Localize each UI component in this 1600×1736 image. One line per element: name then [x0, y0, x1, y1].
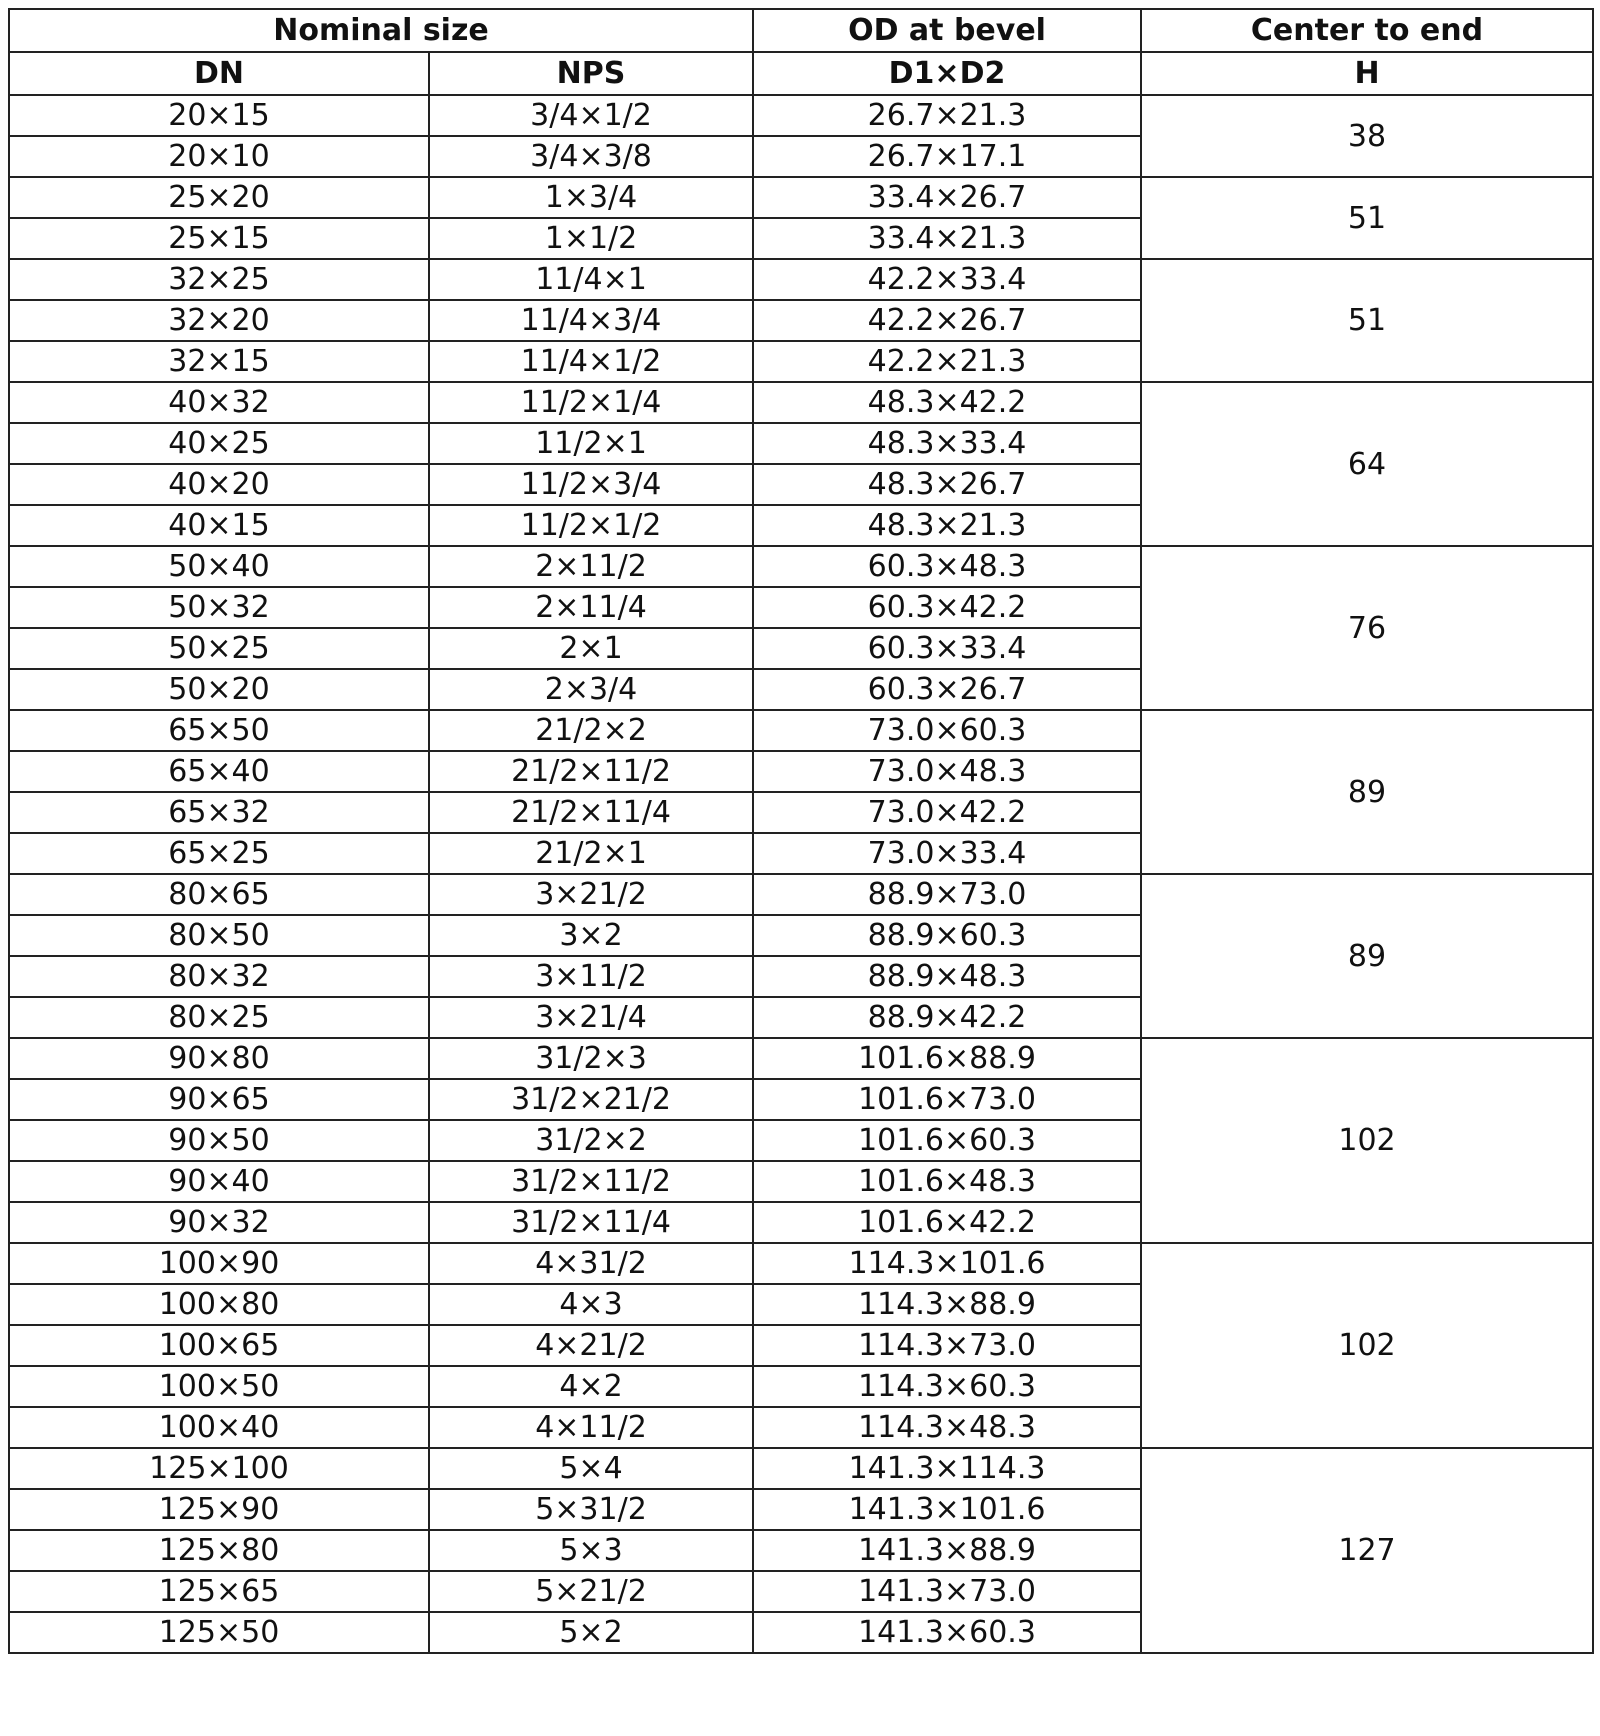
cell-dn: 125×80: [9, 1530, 429, 1571]
cell-dn: 90×32: [9, 1202, 429, 1243]
table-row: [9, 874, 1593, 915]
cell-dn: 100×90: [9, 1243, 429, 1284]
cell-od: 48.3×42.2: [753, 382, 1141, 423]
cell-nps: 4×31/2: [429, 1243, 753, 1284]
cell-od: 73.0×33.4: [753, 833, 1141, 874]
cell-od: 88.9×73.0: [753, 874, 1141, 915]
cell-od: 48.3×21.3: [753, 505, 1141, 546]
cell-h: 76: [1141, 546, 1593, 710]
table-row: [9, 177, 1593, 218]
cell-od: 88.9×60.3: [753, 915, 1141, 956]
header-d1-d2: D1×D2: [753, 52, 1141, 95]
cell-nps: 3/4×1/2: [429, 95, 753, 136]
cell-od: 42.2×21.3: [753, 341, 1141, 382]
cell-nps: 31/2×3: [429, 1038, 753, 1079]
cell-od: 101.6×42.2: [753, 1202, 1141, 1243]
table-row: [9, 1243, 1593, 1284]
cell-dn: 90×65: [9, 1079, 429, 1120]
cell-nps: 5×3: [429, 1530, 753, 1571]
cell-dn: 40×15: [9, 505, 429, 546]
cell-h: 51: [1141, 259, 1593, 382]
cell-nps: 31/2×11/4: [429, 1202, 753, 1243]
cell-od: 60.3×42.2: [753, 587, 1141, 628]
cell-od: 60.3×33.4: [753, 628, 1141, 669]
cell-nps: 11/2×1/2: [429, 505, 753, 546]
cell-od: 42.2×26.7: [753, 300, 1141, 341]
cell-nps: 2×11/2: [429, 546, 753, 587]
cell-dn: 100×50: [9, 1366, 429, 1407]
cell-dn: 50×32: [9, 587, 429, 628]
cell-nps: 5×2: [429, 1612, 753, 1653]
cell-nps: 4×3: [429, 1284, 753, 1325]
cell-nps: 11/4×3/4: [429, 300, 753, 341]
cell-od: 141.3×101.6: [753, 1489, 1141, 1530]
cell-od: 73.0×60.3: [753, 710, 1141, 751]
cell-dn: 25×15: [9, 218, 429, 259]
cell-dn: 32×20: [9, 300, 429, 341]
cell-nps: 11/2×1/4: [429, 382, 753, 423]
cell-h: 38: [1141, 95, 1593, 177]
cell-dn: 40×32: [9, 382, 429, 423]
cell-nps: 21/2×2: [429, 710, 753, 751]
cell-dn: 50×40: [9, 546, 429, 587]
table-row: [9, 95, 1593, 136]
cell-dn: 80×32: [9, 956, 429, 997]
cell-nps: 21/2×1: [429, 833, 753, 874]
cell-nps: 21/2×11/2: [429, 751, 753, 792]
cell-od: 101.6×48.3: [753, 1161, 1141, 1202]
table-header: [9, 9, 1593, 95]
cell-dn: 32×25: [9, 259, 429, 300]
cell-dn: 80×25: [9, 997, 429, 1038]
cell-h: 89: [1141, 710, 1593, 874]
cell-dn: 125×65: [9, 1571, 429, 1612]
cell-nps: 5×31/2: [429, 1489, 753, 1530]
cell-od: 114.3×73.0: [753, 1325, 1141, 1366]
cell-dn: 32×15: [9, 341, 429, 382]
header-nominal-size: Nominal size: [9, 9, 753, 52]
cell-dn: 20×15: [9, 95, 429, 136]
cell-nps: 3×11/2: [429, 956, 753, 997]
cell-nps: 4×21/2: [429, 1325, 753, 1366]
cell-od: 114.3×88.9: [753, 1284, 1141, 1325]
cell-od: 73.0×48.3: [753, 751, 1141, 792]
cell-nps: 11/2×3/4: [429, 464, 753, 505]
table-row: [9, 259, 1593, 300]
cell-nps: 4×2: [429, 1366, 753, 1407]
cell-h: 127: [1141, 1448, 1593, 1653]
header-dn: DN: [9, 52, 429, 95]
cell-dn: 90×80: [9, 1038, 429, 1079]
cell-nps: 21/2×11/4: [429, 792, 753, 833]
cell-nps: 2×3/4: [429, 669, 753, 710]
cell-od: 114.3×60.3: [753, 1366, 1141, 1407]
header-od-at-bevel: OD at bevel: [753, 9, 1141, 52]
cell-od: 26.7×21.3: [753, 95, 1141, 136]
header-column-row: [9, 52, 1593, 95]
cell-od: 60.3×26.7: [753, 669, 1141, 710]
header-center-to-end: Center to end: [1141, 9, 1593, 52]
cell-od: 101.6×88.9: [753, 1038, 1141, 1079]
header-nps: NPS: [429, 52, 753, 95]
cell-dn: 20×10: [9, 136, 429, 177]
cell-od: 42.2×33.4: [753, 259, 1141, 300]
cell-h: 51: [1141, 177, 1593, 259]
cell-dn: 40×25: [9, 423, 429, 464]
header-h: H: [1141, 52, 1593, 95]
cell-dn: 100×65: [9, 1325, 429, 1366]
cell-od: 114.3×101.6: [753, 1243, 1141, 1284]
cell-od: 33.4×26.7: [753, 177, 1141, 218]
cell-od: 141.3×73.0: [753, 1571, 1141, 1612]
cell-dn: 50×25: [9, 628, 429, 669]
cell-nps: 11/4×1: [429, 259, 753, 300]
table-row: [9, 1038, 1593, 1079]
table-row: [9, 546, 1593, 587]
cell-dn: 50×20: [9, 669, 429, 710]
header-group-row: [9, 9, 1593, 52]
cell-dn: 80×50: [9, 915, 429, 956]
cell-dn: 90×50: [9, 1120, 429, 1161]
cell-od: 48.3×33.4: [753, 423, 1141, 464]
cell-dn: 80×65: [9, 874, 429, 915]
cell-nps: 1×1/2: [429, 218, 753, 259]
table-body: [9, 95, 1593, 1653]
cell-od: 88.9×42.2: [753, 997, 1141, 1038]
cell-dn: 90×40: [9, 1161, 429, 1202]
cell-nps: 11/2×1: [429, 423, 753, 464]
cell-od: 88.9×48.3: [753, 956, 1141, 997]
cell-dn: 65×40: [9, 751, 429, 792]
table-row: [9, 1448, 1593, 1489]
cell-od: 26.7×17.1: [753, 136, 1141, 177]
cell-dn: 65×25: [9, 833, 429, 874]
cell-dn: 40×20: [9, 464, 429, 505]
cell-nps: 2×1: [429, 628, 753, 669]
cell-od: 101.6×60.3: [753, 1120, 1141, 1161]
cell-nps: 4×11/2: [429, 1407, 753, 1448]
cell-nps: 5×21/2: [429, 1571, 753, 1612]
cell-dn: 125×90: [9, 1489, 429, 1530]
cell-nps: 31/2×21/2: [429, 1079, 753, 1120]
cell-dn: 25×20: [9, 177, 429, 218]
cell-od: 73.0×42.2: [753, 792, 1141, 833]
cell-od: 141.3×88.9: [753, 1530, 1141, 1571]
cell-h: 64: [1141, 382, 1593, 546]
cell-dn: 65×50: [9, 710, 429, 751]
reducer-dimension-table: [8, 8, 1594, 1654]
cell-od: 101.6×73.0: [753, 1079, 1141, 1120]
cell-od: 114.3×48.3: [753, 1407, 1141, 1448]
cell-dn: 125×100: [9, 1448, 429, 1489]
table-row: [9, 710, 1593, 751]
cell-nps: 31/2×11/2: [429, 1161, 753, 1202]
cell-nps: 1×3/4: [429, 177, 753, 218]
cell-od: 141.3×60.3: [753, 1612, 1141, 1653]
cell-od: 141.3×114.3: [753, 1448, 1141, 1489]
cell-nps: 5×4: [429, 1448, 753, 1489]
cell-nps: 31/2×2: [429, 1120, 753, 1161]
cell-h: 102: [1141, 1038, 1593, 1243]
cell-od: 33.4×21.3: [753, 218, 1141, 259]
cell-dn: 100×40: [9, 1407, 429, 1448]
spec-sheet: [8, 8, 1592, 1654]
cell-nps: 2×11/4: [429, 587, 753, 628]
table-row: [9, 382, 1593, 423]
cell-dn: 125×50: [9, 1612, 429, 1653]
cell-dn: 65×32: [9, 792, 429, 833]
cell-dn: 100×80: [9, 1284, 429, 1325]
cell-nps: 11/4×1/2: [429, 341, 753, 382]
cell-h: 102: [1141, 1243, 1593, 1448]
cell-nps: 3×2: [429, 915, 753, 956]
cell-nps: 3/4×3/8: [429, 136, 753, 177]
cell-nps: 3×21/4: [429, 997, 753, 1038]
cell-nps: 3×21/2: [429, 874, 753, 915]
cell-h: 89: [1141, 874, 1593, 1038]
cell-od: 48.3×26.7: [753, 464, 1141, 505]
cell-od: 60.3×48.3: [753, 546, 1141, 587]
